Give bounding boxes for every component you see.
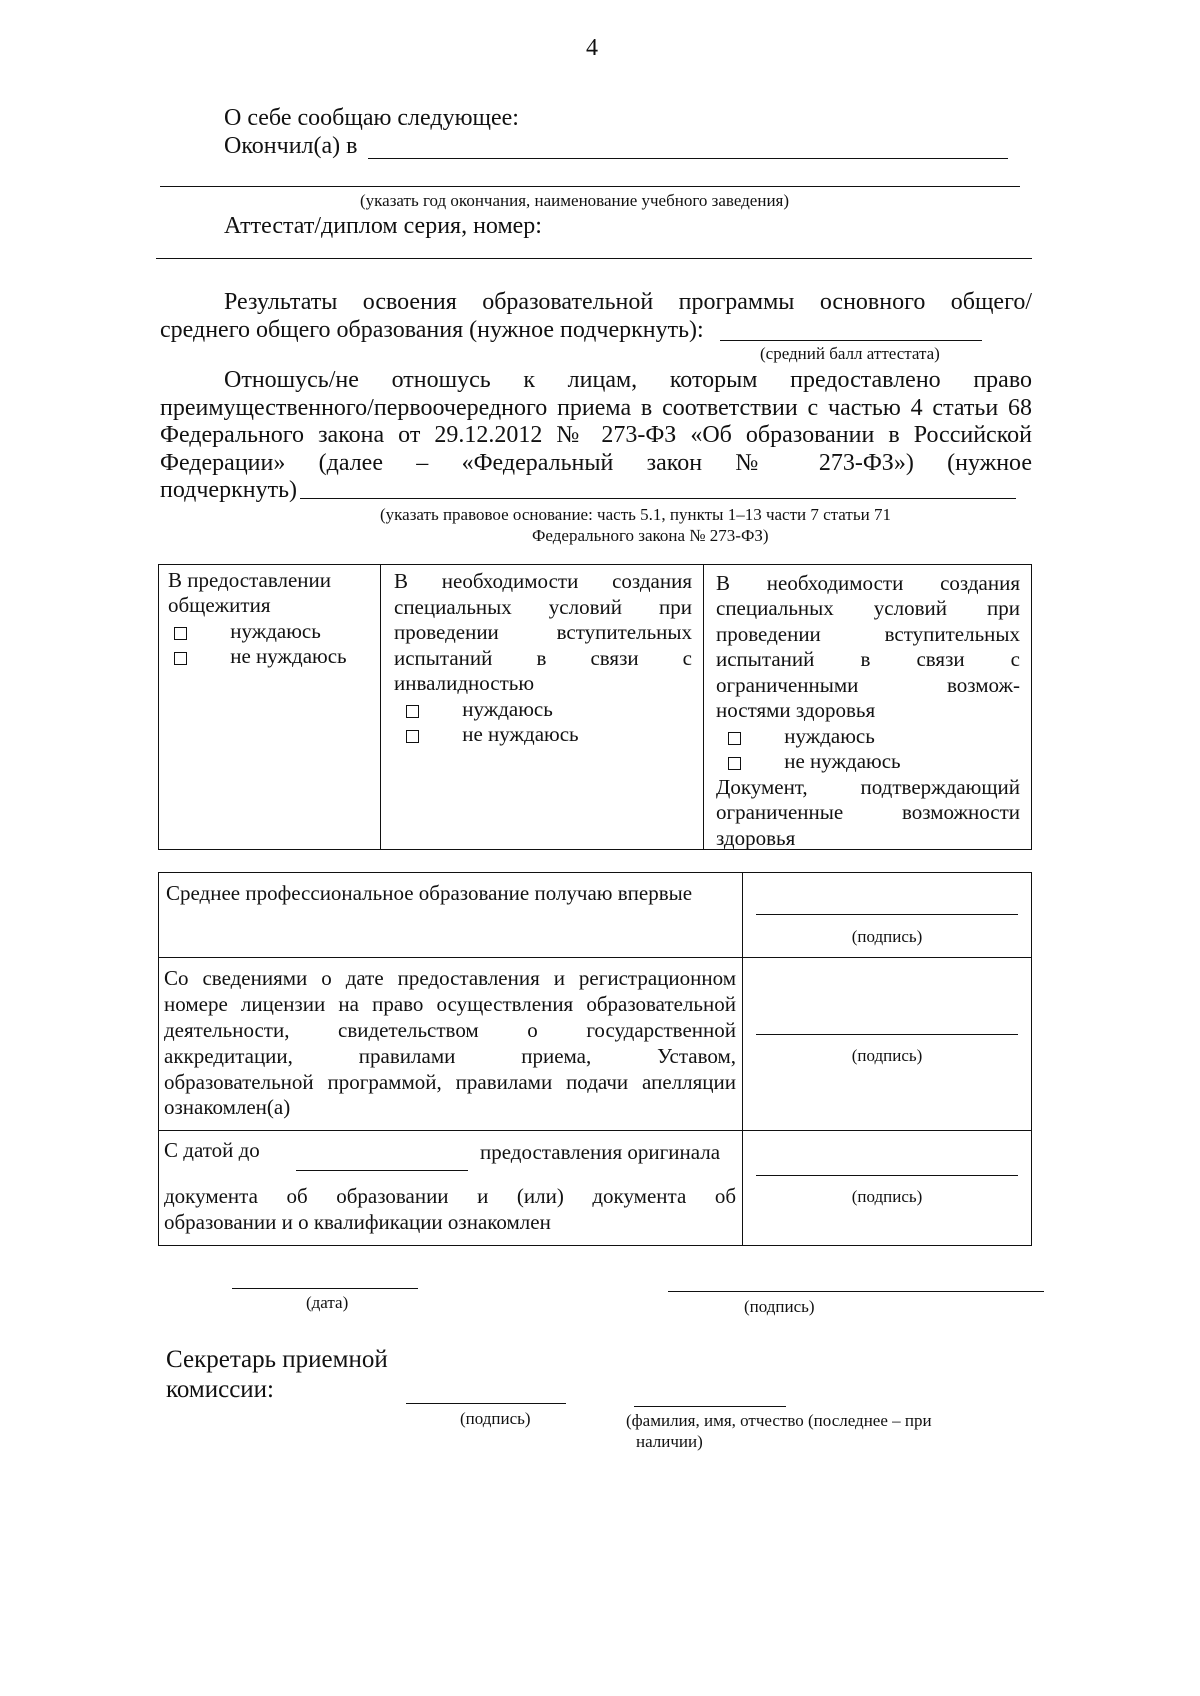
preference-line-3: Федерального закона от 29.12.2012 № 273-ФЗ «Об образовании в Российской (160, 422, 1032, 448)
page-number: 4 (586, 35, 598, 61)
disability-need-option[interactable] (406, 696, 553, 723)
certificate-label: Аттестат/диплом серия, номер: (224, 213, 542, 239)
applicant-signature-hint: (подпись) (744, 1297, 815, 1316)
dorm-no-need-option[interactable] (174, 643, 347, 670)
graduated-label: Окончил(а) в (224, 133, 358, 159)
deadline-date-line[interactable] (296, 1170, 468, 1171)
deadline-signature-line[interactable] (756, 1175, 1018, 1176)
health-doc-line-3: здоровья (716, 826, 796, 850)
graduated-input-line-2[interactable] (160, 186, 1020, 187)
secretary-label-1: Секретарь приемной (166, 1346, 388, 1373)
disability-no-need-label: не нуждаюсь (462, 722, 579, 746)
preference-line-5: подчеркнуть) (160, 477, 298, 503)
license-line-2: номере лицензии на право осуществления образовательной (164, 992, 736, 1016)
secretary-fio-line[interactable] (634, 1406, 786, 1407)
disability-line-5: инвалидностью (394, 671, 535, 695)
deadline-label-2: предоставления оригинала (480, 1140, 721, 1164)
legal-basis-hint-1: (указать правовое основание: часть 5.1, пункты 1–13 части 7 статьи 71 (380, 505, 891, 524)
dorm-need-option[interactable] (174, 618, 321, 645)
secretary-label-2: комиссии: (166, 1376, 274, 1403)
health-line-1: В необходимости создания (716, 571, 1020, 595)
disability-need-label: нуждаюсь (462, 697, 553, 721)
dorm-line-1: В предоставлении (168, 568, 331, 592)
results-line-1: Результаты освоения образовательной программы основного общего/ (224, 289, 1032, 315)
needs-table-divider-2 (703, 564, 704, 850)
health-doc-line-1: Документ, подтверждающий (716, 775, 1020, 799)
ack-table-row-divider-2 (158, 1130, 1032, 1131)
health-line-4: испытаний в связи с (716, 647, 1020, 671)
checkbox-icon[interactable] (174, 627, 187, 640)
dorm-no-need-label: не нуждаюсь (230, 644, 347, 668)
license-line-6: ознакомлен(а) (164, 1095, 291, 1119)
average-score-line[interactable] (720, 340, 982, 341)
health-need-option[interactable] (728, 723, 875, 750)
graduated-input-line[interactable] (368, 158, 1008, 159)
health-line-5: ограниченными возмож- (716, 673, 1020, 697)
certificate-input-line[interactable] (156, 258, 1032, 259)
results-line-2: среднего общего образования (нужное подчеркнуть): (160, 317, 704, 343)
disability-line-2: специальных условий при (394, 595, 692, 619)
intro-text: О себе сообщаю следующее: (224, 105, 519, 131)
checkbox-icon[interactable] (728, 757, 741, 770)
disability-line-1: В необходимости создания (394, 569, 692, 593)
health-line-2: специальных условий при (716, 596, 1020, 620)
date-line[interactable] (232, 1288, 418, 1289)
first-spo-signature-line[interactable] (756, 914, 1018, 915)
license-line-1: Со сведениями о дате предоставления и регистрационном (164, 966, 736, 990)
checkbox-icon[interactable] (406, 705, 419, 718)
deadline-line-2: документа об образовании и (или) документа об (164, 1184, 736, 1208)
date-hint: (дата) (306, 1293, 349, 1312)
checkbox-icon[interactable] (174, 652, 187, 665)
needs-table-divider-1 (380, 564, 381, 850)
health-no-need-label: не нуждаюсь (784, 749, 901, 773)
graduated-hint: (указать год окончания, наименование учебного заведения) (360, 191, 790, 210)
dorm-need-label: нуждаюсь (230, 619, 321, 643)
checkbox-icon[interactable] (728, 732, 741, 745)
health-line-6: ностями здоровья (716, 698, 876, 722)
health-doc-line-2: ограниченные возможности (716, 800, 1020, 824)
disability-line-3: проведении вступительных (394, 620, 692, 644)
license-line-5: образовательной программой, правилами подачи апелляции (164, 1070, 736, 1094)
first-spo-signature-hint: (подпись) (851, 927, 923, 946)
preference-line-4: Федерации» (далее – «Федеральный закон № 273-ФЗ») (нужное (160, 450, 1032, 476)
dorm-line-2: общежития (168, 593, 271, 617)
license-signature-line[interactable] (756, 1034, 1018, 1035)
health-need-label: нуждаюсь (784, 724, 875, 748)
secretary-signature-line[interactable] (406, 1403, 566, 1404)
disability-line-4: испытаний в связи с (394, 646, 692, 670)
ack-table-row-divider-1 (158, 957, 1032, 958)
secretary-signature-hint: (подпись) (460, 1409, 531, 1428)
legal-basis-line[interactable] (300, 498, 1016, 499)
legal-basis-hint-2: Федерального закона № 273-ФЗ) (532, 526, 769, 545)
secretary-fio-hint-2: наличии) (636, 1432, 703, 1451)
license-signature-hint: (подпись) (851, 1046, 923, 1065)
first-spo-text: Среднее профессиональное образование получаю впервые (166, 881, 693, 905)
disability-no-need-option[interactable] (406, 721, 579, 748)
health-no-need-option[interactable] (728, 748, 901, 775)
checkbox-icon[interactable] (406, 730, 419, 743)
preference-line-1: Отношусь/не отношусь к лицам, которым предоставлено право (224, 367, 1032, 393)
deadline-line-3: образовании и о квалификации ознакомлен (164, 1210, 551, 1234)
health-line-3: проведении вступительных (716, 622, 1020, 646)
secretary-fio-hint-1: (фамилия, имя, отчество (последнее – при (626, 1411, 932, 1430)
ack-table-divider (742, 872, 743, 1246)
license-line-3: деятельности, свидетельством о государственной (164, 1018, 736, 1042)
preference-line-2: преимущественного/первоочередного приема в соответствии с частью 4 статьи 68 (160, 395, 1032, 421)
applicant-signature-line[interactable] (668, 1291, 1044, 1292)
average-score-hint: (средний балл аттестата) (760, 344, 940, 363)
deadline-label-1: С датой до (164, 1138, 260, 1162)
license-line-4: аккредитации, правилами приема, Уставом, (164, 1044, 736, 1068)
deadline-signature-hint: (подпись) (851, 1187, 923, 1206)
